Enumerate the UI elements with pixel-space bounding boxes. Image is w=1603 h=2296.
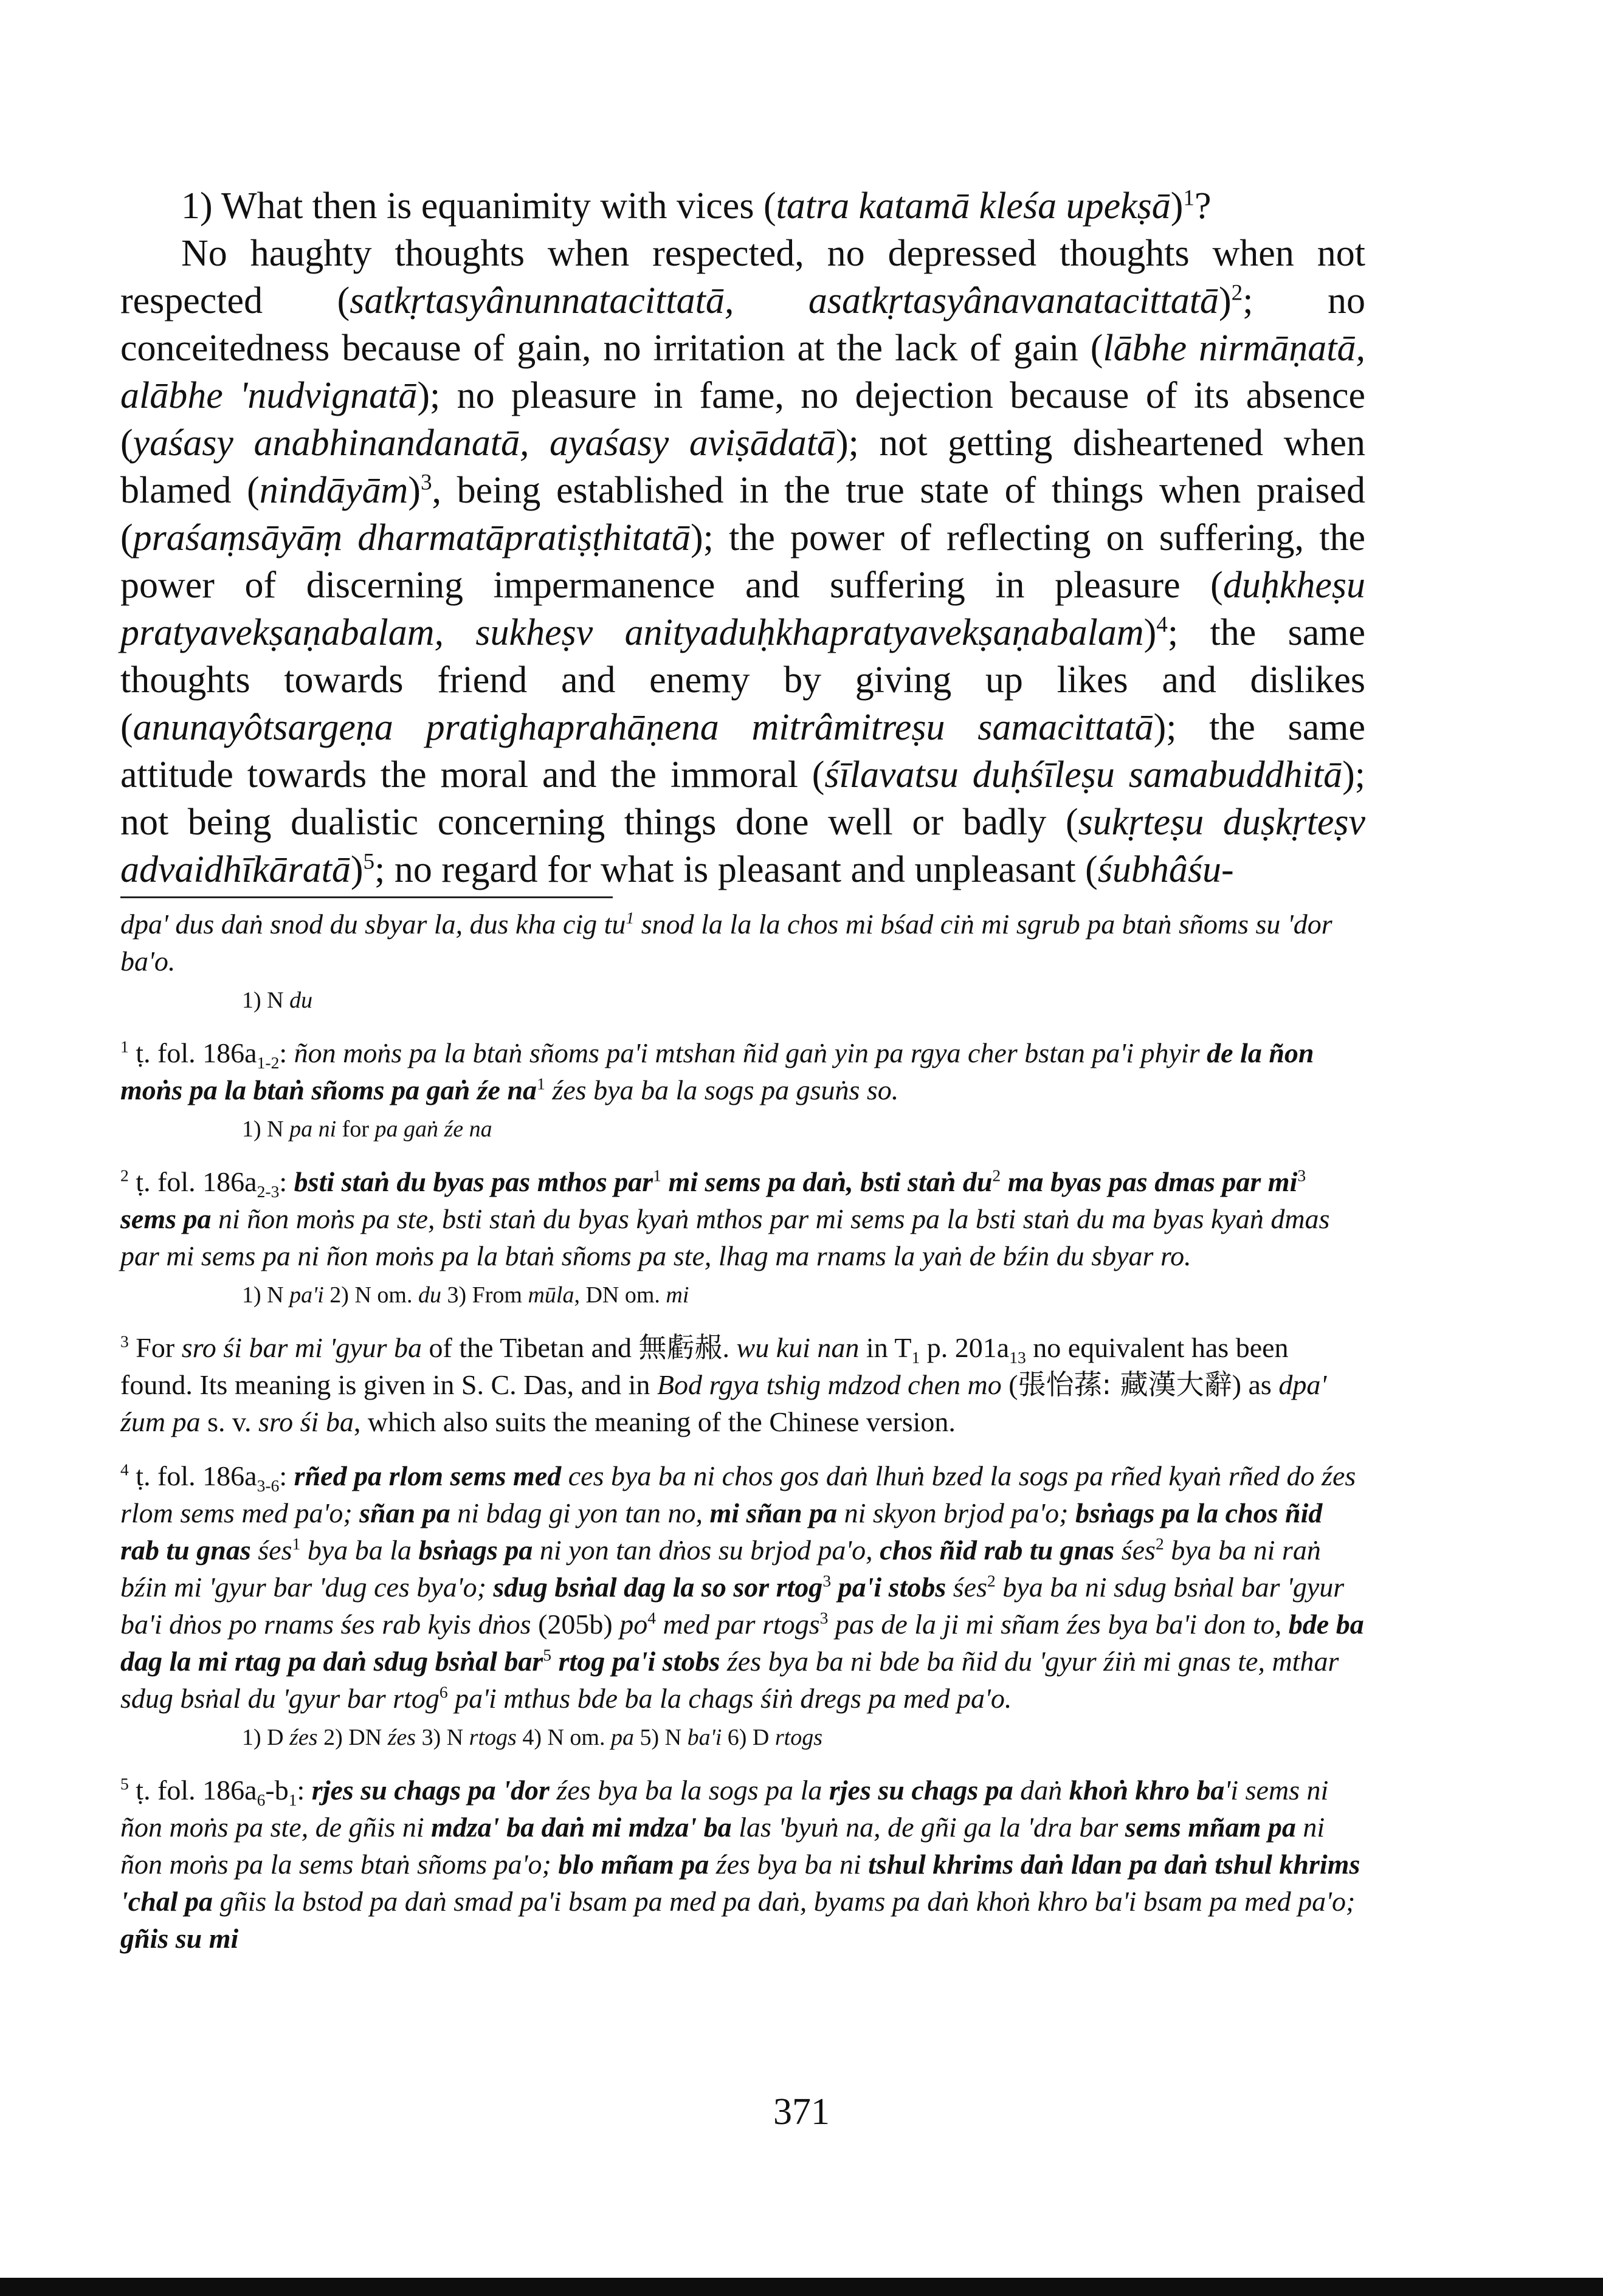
- folio-ref: ṭ. fol. 186a: [128, 1460, 257, 1491]
- text-run: ): [1218, 280, 1232, 321]
- text-run: ): [350, 849, 364, 890]
- sanskrit-term: lābhe nirmāṇatā, alābhe 'nudvignatā: [120, 328, 1365, 416]
- text-run: 3) From: [441, 1282, 528, 1308]
- variant-ref: 2: [992, 1166, 1001, 1185]
- tibetan-lemma: sems mñam pa: [1125, 1812, 1296, 1843]
- variant-term: mi: [666, 1282, 689, 1308]
- continued-note: [120, 906, 1365, 980]
- tibetan-lemma: khoṅ khro ba: [1069, 1775, 1225, 1806]
- text-run: ) as: [1232, 1369, 1279, 1400]
- chinese-text: 無虧赧: [638, 1331, 723, 1364]
- text-run: ); the same attitude towards the moral and the immoral (: [120, 707, 1365, 796]
- footnote-3: [120, 1329, 1365, 1440]
- folio-ref: ṭ. fol. 186a: [128, 1166, 257, 1197]
- variant-term: ba'i: [687, 1725, 722, 1750]
- paragraph-1: [120, 182, 1365, 230]
- text-run: 6) D: [722, 1725, 775, 1750]
- variant-term: źes: [289, 1725, 318, 1750]
- variant-line: [120, 1720, 1365, 1755]
- text-run: , being established in the true state of things when praised (: [120, 470, 1366, 559]
- variant-ref: 2: [1155, 1534, 1164, 1553]
- footnote-5: [120, 1772, 1365, 1957]
- footnote-number: 2: [120, 1166, 129, 1185]
- sanskrit-term: śubhâśu-: [1097, 849, 1234, 890]
- sanskrit-term: praśaṃsāyāṃ dharmatāpratiṣṭhitatā: [133, 517, 691, 559]
- tibetan-lemma: ma byas pas dmas par mi: [1001, 1166, 1298, 1197]
- text-run: ); no pleasure in fame, no dejection because of its absence (: [120, 375, 1365, 464]
- tibetan-text: daṅ: [1013, 1775, 1069, 1806]
- text-run: 1) What then is equanimity with vices (: [181, 185, 776, 227]
- variant-term: źes: [387, 1725, 416, 1750]
- footnotes: [120, 906, 1365, 1957]
- folio-line: 2-3: [257, 1182, 280, 1201]
- tibetan-lemma: de la ñon moṅs pa la btaṅ sñoms pa gaṅ źe na: [120, 1037, 1314, 1105]
- tibetan-lemma: rjes su chags pa: [829, 1775, 1013, 1806]
- tibetan-text: bya ba la: [300, 1535, 419, 1566]
- variant-ref: 2: [987, 1571, 996, 1590]
- tibetan-text: sro śi bar mi 'gyur ba: [181, 1332, 422, 1363]
- tibetan-lemma: blo mñam pa: [558, 1849, 709, 1880]
- text-run: , which also suits the meaning of the Chinese version.: [353, 1406, 956, 1437]
- text-run: No haughty thoughts when respected, no depressed thoughts when not respected (: [120, 233, 1365, 321]
- footnote-number: 5: [120, 1774, 129, 1793]
- tibetan-text: dpa' źum pa: [120, 1369, 1327, 1437]
- variant-ref: 5: [543, 1645, 552, 1665]
- footnote-ref: 3: [420, 470, 432, 495]
- folio-line: 1: [288, 1790, 297, 1810]
- tibetan-lemma: pa'i stobs: [831, 1572, 946, 1603]
- text-run: , DN om.: [574, 1282, 666, 1308]
- footnote-4: [120, 1457, 1365, 1717]
- variant-line: [120, 1112, 1365, 1146]
- footnote-2: [120, 1163, 1365, 1274]
- variant-ref: 3: [1297, 1166, 1306, 1185]
- footnote-1: [120, 1034, 1365, 1108]
- tibetan-lemma: sdug bsṅal dag la so sor rtog: [493, 1572, 823, 1603]
- folio-ref: -b: [265, 1775, 289, 1806]
- footnote-ref: 2: [1231, 280, 1243, 306]
- text-run: :: [279, 1460, 294, 1491]
- tibetan-lemma: gñis su mi: [120, 1923, 239, 1954]
- tibetan-text: ni ñon moṅs pa la sems btaṅ sñoms pa'o;: [120, 1812, 1325, 1880]
- footnote-separator: [120, 896, 613, 898]
- tibetan-text: ni bdag gi yon tan no,: [450, 1497, 710, 1528]
- tibetan-lemma: chos ñid rab tu gnas: [880, 1535, 1115, 1566]
- variant-ref: 1: [653, 1166, 661, 1185]
- text-run: ); not getting disheartened when blamed (: [120, 422, 1366, 511]
- tibetan-text: pa'i mthus bde ba la chags śiṅ dregs pa med pa'o.: [447, 1683, 1012, 1714]
- tibetan-text: po: [612, 1609, 648, 1640]
- text-run: ); not being dualistic concerning things done well or badly (: [120, 754, 1365, 843]
- text-run: 2) DN: [317, 1725, 388, 1750]
- folio-ref: ṭ. fol. 186a: [128, 1775, 257, 1806]
- text-run: ): [1170, 185, 1184, 227]
- chinese-text: 張怡蓀: 藏漢大辭: [1018, 1368, 1232, 1401]
- folio-line: 3-6: [257, 1476, 280, 1496]
- scan-edge: [0, 2278, 1603, 2296]
- tibetan-lemma: mi sems pa daṅ, bsti staṅ du: [661, 1166, 993, 1197]
- text-run: dpa' dus daṅ snod du sbyar la, dus kha cig tu: [120, 909, 626, 940]
- text-run: p. 201a: [920, 1332, 1010, 1363]
- tibetan-lemma: bsṅags pa la chos ñid rab tu gnas: [120, 1497, 1323, 1566]
- text-run: 5) N: [633, 1725, 688, 1750]
- variant-term: rtogs: [774, 1725, 823, 1750]
- footnote-number: 1: [120, 1037, 129, 1056]
- tibetan-text: bya ba ni raṅ bźin mi 'gyur bar 'dug ces bya'o;: [120, 1535, 1321, 1603]
- text-run: in T: [859, 1332, 912, 1363]
- tibetan-text: źes bya ba la sogs pa gsuṅs so.: [545, 1074, 899, 1105]
- tibetan-text: źes bya ba ni bde ba ñid du 'gyur źiṅ mi gnas te, mthar sdug bsṅal du 'gyur bar rtog: [120, 1646, 1339, 1714]
- text-run: 1) N: [242, 988, 290, 1013]
- text-run: no equivalent has been found. Its meaning is given in S. C. Das, and in: [120, 1332, 1289, 1400]
- tibetan-lemma: mi sñan pa: [709, 1497, 838, 1528]
- tibetan-text: sro śi ba: [258, 1406, 354, 1437]
- variant-term: rtogs: [469, 1725, 517, 1750]
- footnote-ref: 1: [1183, 185, 1194, 211]
- tibetan-lemma: sñan pa: [359, 1497, 450, 1528]
- text-run: ; the same thoughts towards friend and enemy by giving up likes and dislikes (: [120, 612, 1365, 748]
- variant-term: pa: [610, 1725, 634, 1750]
- tibetan-text: źes bya ba ni: [709, 1849, 869, 1880]
- variant-term: pa ni: [289, 1116, 337, 1142]
- tibetan-text: ni yon tan dṅos su brjod pa'o,: [533, 1535, 880, 1566]
- subscript: 13: [1009, 1348, 1026, 1367]
- variant-term: du: [418, 1282, 441, 1308]
- variant-ref: 1: [537, 1074, 545, 1093]
- text-run: for: [336, 1116, 375, 1142]
- tibetan-text: śes: [1114, 1535, 1156, 1566]
- book-title: Bod rgya tshig mdzod chen mo: [657, 1369, 1002, 1400]
- variant-ref: 1: [292, 1534, 301, 1553]
- tibetan-lemma: bde ba dag la mi rtag pa daṅ sdug bsṅal bar: [120, 1609, 1364, 1677]
- text-run: ): [408, 470, 421, 511]
- sanskrit-term: nindāyām: [259, 470, 409, 511]
- variant-term: pa gaṅ źe na: [374, 1116, 492, 1142]
- text-run: snod la la la chos mi bśad ciṅ mi sgrub pa btaṅ sñoms su 'dor ba'o.: [120, 909, 1332, 977]
- sanskrit-term: yaśasy anabhinandanatā, ayaśasy aviṣādatā: [133, 422, 836, 464]
- folio-line: 6: [257, 1790, 266, 1810]
- variant-ref: 6: [439, 1682, 448, 1702]
- tibetan-lemma: bsti staṅ du byas pas mthos par: [294, 1166, 653, 1197]
- sanskrit-term: śīlavatsu duḥśīleṣu samabuddhitā: [824, 754, 1343, 796]
- tibetan-text: bya ba ni sdug bsṅal bar 'gyur ba'i dṅos po rnams śes rab kyis dṅos: [120, 1572, 1345, 1640]
- tibetan-lemma: bsṅags pa: [418, 1535, 533, 1566]
- text-run: 4) N om.: [516, 1725, 611, 1750]
- tibetan-text: 'i sems ni ñon moṅs pa ste, de gñis ni: [120, 1775, 1329, 1843]
- tibetan-lemma: rñed pa rlom sems med: [294, 1460, 562, 1491]
- tibetan-text: śes: [250, 1535, 292, 1566]
- footnote-number: 4: [120, 1460, 129, 1479]
- text-run: ; no regard for what is pleasant and unpleasant (: [374, 849, 1098, 890]
- variant-ref: 1: [626, 908, 635, 927]
- tibetan-text: pas de la ji mi sñam źes bya ba'i don to,: [828, 1609, 1289, 1640]
- tibetan-text: ces bya ba ni chos gos daṅ lhuṅ bzed la sogs pa rñed kyaṅ rñed do źes rlom sems med pa'o;: [120, 1460, 1356, 1528]
- text-run: ): [1143, 612, 1157, 653]
- variant-line: [120, 983, 1365, 1017]
- tibetan-lemma: tshul khrims daṅ ldan pa daṅ tshul khrims 'chal pa: [120, 1849, 1360, 1917]
- footnote-ref: 5: [363, 849, 375, 875]
- sanskrit-term: satkṛtasyânunnatacittatā, asatkṛtasyânavanatacittatā: [350, 280, 1219, 321]
- variant-line: [120, 1278, 1365, 1312]
- text-run: of the Tibetan and: [422, 1332, 639, 1363]
- text-run: :: [297, 1775, 312, 1806]
- tibetan-lemma: sems pa: [120, 1203, 212, 1234]
- text-run: ?: [1194, 185, 1212, 227]
- main-text: [120, 182, 1365, 893]
- tibetan-text: ñon moṅs pa la btaṅ sñoms pa'i mtshan ñid gaṅ yin pa rgya cher bstan pa'i phyir: [294, 1037, 1207, 1068]
- sanskrit-term: tatra katamā kleśa upekṣā: [776, 185, 1171, 227]
- folio-line: 1-2: [257, 1053, 280, 1073]
- tibetan-text: śes: [946, 1572, 987, 1603]
- tibetan-lemma: rjes su chags pa 'dor: [311, 1775, 550, 1806]
- variant-ref: 4: [647, 1608, 657, 1627]
- pinyin-text: wu kui nan: [736, 1332, 860, 1363]
- text-run: 1) D: [242, 1725, 290, 1750]
- folio-ref: ṭ. fol. 186a: [128, 1037, 257, 1068]
- text-run: 1) N: [242, 1282, 290, 1308]
- text-run: :: [279, 1037, 294, 1068]
- tibetan-text: gñis la bstod pa daṅ smad pa'i bsam pa med pa daṅ, byams pa daṅ khoṅ khro ba'i bsam pa med pa'o;: [213, 1886, 1356, 1917]
- sanskrit-term: duḥkheṣu pratyavekṣaṇabalam, sukheṣv anityaduḥkhapratyavekṣaṇabalam: [120, 565, 1365, 653]
- text-run: :: [279, 1166, 294, 1197]
- text-run: s. v.: [200, 1406, 259, 1437]
- page-number: 371: [773, 2091, 830, 2133]
- sanskrit-term: anunayôtsargeṇa pratighaprahāṇena mitrâmitreṣu samacittatā: [133, 707, 1154, 748]
- text-run: 1) N: [242, 1116, 290, 1142]
- text-run: 3) N: [416, 1725, 469, 1750]
- tibetan-lemma: mdza' ba daṅ mi mdza' ba: [431, 1812, 732, 1843]
- variant-term: pa'i: [289, 1282, 324, 1308]
- text-run: ); the power of reflecting on suffering, the power of discerning impermanence and suffering in pleasure (: [120, 517, 1365, 606]
- tibetan-text: ni ñon moṅs pa ste, bsti staṅ du byas kyaṅ mthos par mi sems pa la bsti staṅ du ma byas kyaṅ dmas par mi sems pa ni ñon moṅs pa la btaṅ sñoms pa ste, lhag ma rnams la yaṅ de bźin du sbyar ro.: [120, 1203, 1330, 1271]
- text-run: .: [722, 1332, 737, 1363]
- text-run: (: [1001, 1369, 1018, 1400]
- tibetan-text: źes bya ba la sogs pa la: [549, 1775, 829, 1806]
- text-run: ; no conceitedness because of gain, no irritation at the lack of gain (: [120, 280, 1365, 369]
- text-run: For: [128, 1332, 182, 1363]
- paragraph-2: [120, 230, 1365, 893]
- text-run: 2) N om.: [323, 1282, 418, 1308]
- variant-term: du: [289, 988, 313, 1013]
- variant-ref: 3: [819, 1608, 829, 1627]
- variant-ref: 3: [822, 1571, 832, 1590]
- footnote-ref: 4: [1156, 612, 1168, 638]
- tibetan-text: ni skyon brjod pa'o;: [837, 1497, 1075, 1528]
- sanskrit-term: sukṛteṣu duṣkṛteṣv advaidhīkāratā: [120, 802, 1366, 890]
- tibetan-text: las 'byuṅ na, de gñi ga la 'dra bar: [731, 1812, 1125, 1843]
- subscript: 1: [911, 1348, 920, 1367]
- footnote-number: 3: [120, 1332, 129, 1351]
- folio-marker: (205b): [538, 1609, 613, 1640]
- variant-term: mūla: [528, 1282, 574, 1308]
- tibetan-lemma: rtog pa'i stobs: [551, 1646, 720, 1677]
- tibetan-text: med par rtogs: [656, 1609, 820, 1640]
